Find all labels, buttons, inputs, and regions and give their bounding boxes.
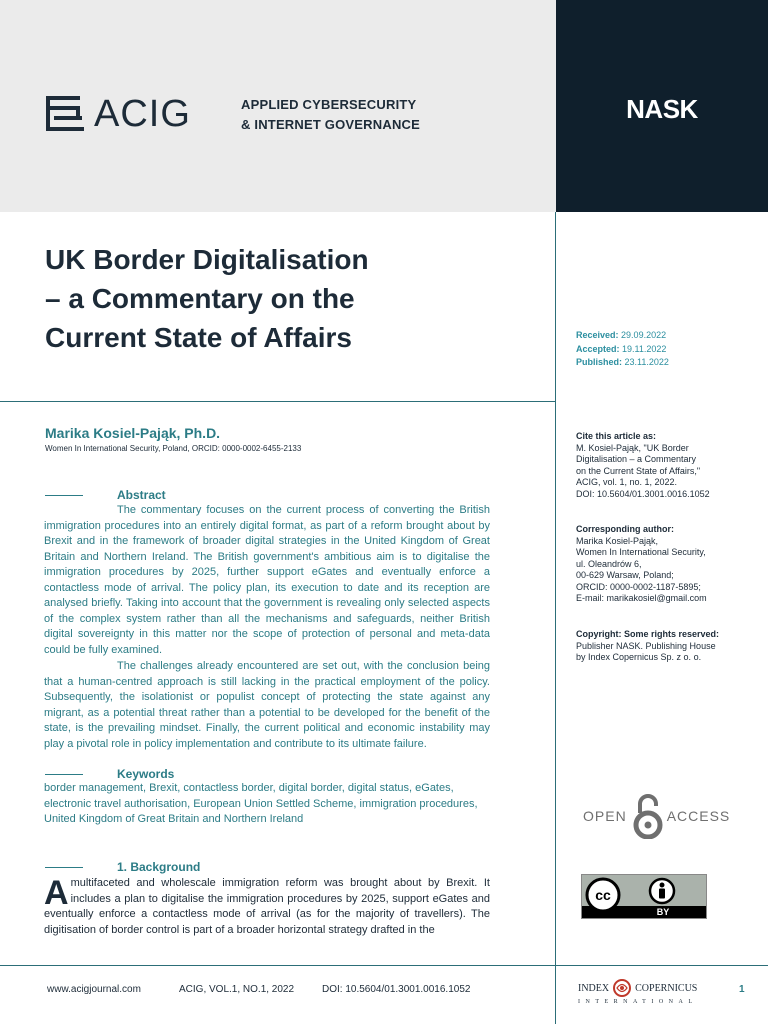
background-heading-label: 1. Background bbox=[117, 860, 201, 874]
author-name: Marika Kosiel-Pająk, Ph.D. bbox=[45, 425, 221, 441]
corresponding-line: 00-629 Warsaw, Poland; bbox=[576, 570, 674, 580]
published-date bbox=[576, 356, 669, 370]
corresponding-heading: Corresponding author: bbox=[576, 524, 674, 534]
open-access-badge bbox=[583, 793, 730, 839]
copyright-block bbox=[576, 629, 756, 664]
cite-line: M. Kosiel-Pająk, "UK Border bbox=[576, 442, 689, 453]
copyright-line: by Index Copernicus Sp. z o. o. bbox=[576, 652, 702, 662]
corresponding-email: E-mail: marikakosiel@gmail.com bbox=[576, 593, 707, 603]
abstract-paragraph-2 bbox=[44, 659, 490, 752]
abstract-text-2: The challenges already encountered are set out, with the conclusion being that a human-centred approach is still lacking in the practical employment of the policy. Subsequently, the isolationist or populist concept of protecting the state against any migrant, as a potential threat rather than a potential to be developed for the benefit of the state, is the prevailing mindset. Finally, the current political and economic instability may play a pivotal role in policy implementation and contribute to its ultimate failure. bbox=[44, 660, 490, 750]
corresponding-orcid: ORCID: 0000-0002-1187-5895; bbox=[576, 581, 701, 592]
corresponding-line: Women In International Security, bbox=[576, 547, 706, 557]
acig-mark-icon bbox=[46, 95, 86, 133]
title-line-1: UK Border Digitalisation bbox=[45, 244, 369, 275]
abstract-heading-label: Abstract bbox=[117, 488, 166, 502]
cc-by-license-badge bbox=[581, 874, 707, 919]
keywords-heading bbox=[45, 766, 174, 782]
background-text: multifaceted and wholescale immigration reform was brought about by Brexit. It includes a plan to digitalise the immigration procedures by 2025, support eGates and eventually enforce a contactless mode of arrival (as for the majority of travellers). The digitisation of border control is part of a broader horizontal strategy drafted in the bbox=[44, 877, 490, 936]
keywords-text: border management, Brexit, contactless border, digital border, digital status, eGates, electronic travel authorisation, European Union Settled Scheme, immigration procedures, United Kingdom of Great Britain and Northern Ireland bbox=[44, 782, 478, 825]
corresponding-author-block bbox=[576, 524, 756, 605]
ic-subtitle: INTERNATIONAL bbox=[578, 999, 698, 1005]
index-copernicus-logo bbox=[578, 979, 697, 997]
access-label: ACCESS bbox=[666, 808, 731, 824]
copernicus-emblem-icon bbox=[613, 979, 631, 997]
cite-line: Digitalisation – a Commentary bbox=[576, 454, 697, 464]
accepted-value: 19.11.2022 bbox=[622, 343, 667, 354]
background-heading bbox=[45, 859, 200, 875]
author-affiliation: Women In International Security, Poland, ORCID: 0000-0002-6455-2133 bbox=[45, 444, 302, 453]
cite-line: on the Current State of Affairs," bbox=[576, 465, 701, 476]
title-line-2: – a Commentary on the bbox=[45, 283, 355, 314]
corresponding-line: Marika Kosiel-Pająk, bbox=[576, 535, 659, 546]
cc-by-label: BY bbox=[656, 907, 670, 917]
accepted-date bbox=[576, 343, 669, 357]
received-date bbox=[576, 329, 669, 343]
page-number: 1 bbox=[739, 984, 745, 995]
abstract-text-1: The commentary focuses on the current process of converting the British immigration procedures into an entirely digital format, as part of a reform brought about by Brexit and in the framework of broader digital strategies in the United Kingdom of Great Britain and Northern Ireland. The British government's ambitious aim is to digitalise the immigration procedures by 2025, further support eGates and eventually enforce a contactless mode of arrival. The policy plan, its execution to date and its reception are analysed briefly. Taking into account that the government is revealing only selected aspects of the complex system rather than all the mechanisms and safeguards, neither British digital sovereignty in this matter nor the scope of protection of personal and meta-data could be fully examined. bbox=[44, 504, 490, 656]
journal-tagline bbox=[241, 95, 420, 135]
accepted-label: Accepted: bbox=[576, 343, 620, 354]
copyright-heading: Copyright: Some rights reserved: bbox=[576, 629, 720, 639]
cite-line: ACIG, vol. 1, no. 1, 2022. bbox=[576, 477, 678, 487]
published-value: 23.11.2022 bbox=[624, 357, 669, 367]
footer-doi: DOI: 10.5604/01.3001.0016.1052 bbox=[322, 984, 471, 995]
nask-logo: NASK bbox=[626, 94, 698, 124]
title-divider bbox=[0, 401, 556, 402]
acig-wordmark: ACIG bbox=[94, 93, 191, 135]
cite-block bbox=[576, 431, 756, 500]
cite-heading: Cite this article as: bbox=[576, 431, 657, 441]
open-label: OPEN bbox=[583, 808, 627, 824]
copyright-line: Publisher NASK. Publishing House bbox=[576, 640, 716, 651]
heading-rule bbox=[45, 774, 83, 775]
tagline-line-1: APPLIED CYBERSECURITY bbox=[241, 97, 417, 112]
creative-commons-icon bbox=[585, 877, 621, 913]
article-title bbox=[45, 240, 465, 357]
open-access-lock-icon bbox=[631, 793, 665, 839]
ic-left-word: INDEX bbox=[578, 982, 610, 994]
received-label: Received: bbox=[576, 330, 619, 340]
abstract-paragraph-1 bbox=[44, 503, 490, 658]
abstract-heading bbox=[45, 487, 166, 503]
drop-cap: A bbox=[44, 874, 69, 912]
corresponding-line: ul. Oleandrów 6, bbox=[576, 558, 642, 569]
heading-rule bbox=[45, 867, 83, 868]
received-value: 29.09.2022 bbox=[621, 330, 667, 340]
published-label: Published: bbox=[576, 357, 623, 367]
tagline-line-2: & INTERNET GOVERNANCE bbox=[241, 117, 420, 132]
acig-logo bbox=[46, 92, 191, 136]
svg-text:cc: cc bbox=[595, 887, 611, 903]
footer-divider bbox=[0, 965, 768, 966]
volume-info: ACIG, VOL.1, NO.1, 2022 bbox=[179, 984, 295, 995]
title-line-3: Current State of Affairs bbox=[45, 322, 353, 353]
column-divider bbox=[555, 212, 556, 1024]
keywords-heading-label: Keywords bbox=[117, 767, 175, 781]
attribution-person-icon bbox=[648, 877, 676, 905]
background-paragraph bbox=[44, 876, 490, 938]
heading-rule bbox=[45, 495, 83, 496]
journal-website-link[interactable]: www.acigjournal.com bbox=[47, 984, 141, 995]
ic-right-word: COPERNICUS bbox=[635, 982, 698, 994]
article-dates bbox=[576, 329, 669, 370]
cite-doi: DOI: 10.5604/01.3001.0016.1052 bbox=[576, 488, 710, 499]
